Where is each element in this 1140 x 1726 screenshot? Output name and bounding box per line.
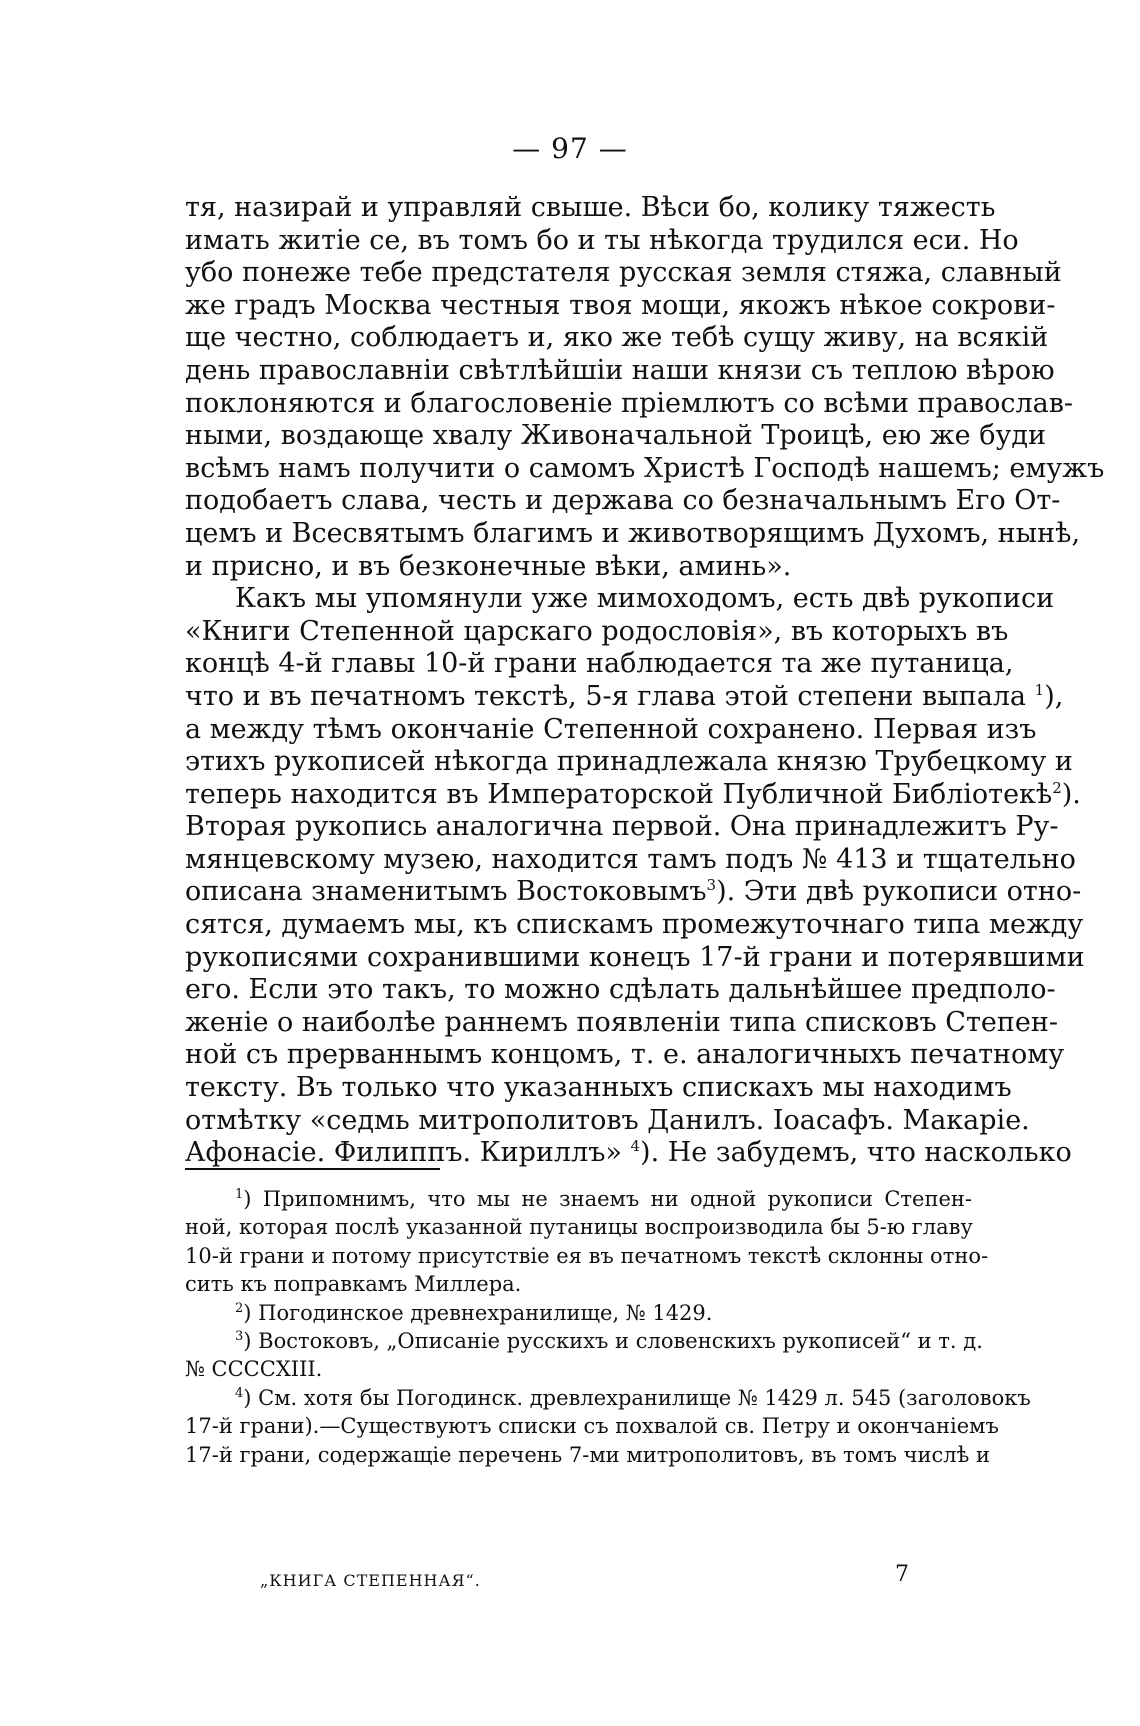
text-line: и присно, и въ безконечные вѣки, аминь». [185,550,792,582]
footnote-line [185,1185,972,1213]
footnote-ref: 2 [1052,778,1062,797]
text-line [185,778,1081,812]
footnote-ref: 3 [706,876,717,895]
text-line: имать житіе се, въ томъ бо и ты нѣкогда трудился еси. Но [185,224,1019,256]
footnote-line [185,1299,972,1327]
text-line [185,876,1082,909]
line-text: ). [640,1137,660,1169]
footnote-mark: 4 [235,1385,244,1401]
text-line: ще честно, соблюдаетъ и, яко же тебѣ сущу живу, на всякій [185,322,1049,354]
text-line: «Книги Степенной царскаго родословія», въ которыхъ въ [185,615,1009,647]
text-line: всѣмъ намъ получити о самомъ Христѣ Господѣ нашемъ; емужъ [185,452,1105,484]
text-line: сятся, думаемъ мы, къ спискамъ промежуточнаго типа между [185,909,1084,941]
footnote-line [185,1384,1031,1412]
footnote-mark: 2 [235,1300,244,1316]
footnote-text: ) Погодинское древнехранилище, № 1429. [243,1300,713,1325]
footnote-mark: 1 [235,1187,244,1202]
text-line: цемъ и Всесвятымъ благимъ и животворящимъ Духомъ, нынѣ, [185,517,1081,549]
text-line: а между тѣмъ окончаніе Степенной сохранено. Первая изъ [185,713,1037,745]
text-line [185,1137,1072,1170]
footnote-line: 17-й грани).—Существуютъ списки съ похвалой св. Петру и окончаніемъ [185,1414,999,1439]
text-line: ными, воздающе хвалу Живоначальной Троицѣ, ею же буди [185,420,1046,452]
text-line: же градъ Москва честныя твоя мощи, якожъ нѣкое сокрови- [185,289,1056,321]
text-line: Вторая рукопись аналогична первой. Она принадлежитъ Ру- [185,811,1059,843]
line-text: ). [1061,778,1081,810]
footnote-text: ) См. хотя бы Погодинск. древлехранилище № 1429 л. 545 (заголовокъ [243,1385,1031,1410]
text-line: женіе о наиболѣе раннемъ появленіи типа списковъ Степен- [185,1006,1058,1038]
line-text: что и въ печатномъ текстѣ, 5-я глава этой степени выпала [185,680,1027,712]
footnote-line: 10-й грани и потому присутствіе ея въ печатномъ текстѣ склонны отно- [185,1243,989,1268]
footnote-text: ) Припомнимъ, что мы не знаемъ ни одной рукописи Степен- [243,1187,972,1211]
line-text: ). Эти двѣ рукописи отно- [716,876,1082,908]
line-text: Афонасіе. Филиппъ. Кириллъ» [185,1137,622,1169]
text-line: концѣ 4-й главы 10-й грани наблюдается та же путаница, [185,648,1014,680]
footnote-divider [185,1168,440,1170]
text-line: мянцевскому музею, находится тамъ подъ № 413 и тщательно [185,843,1076,875]
footnote-text: ) Востоковъ, „Описаніе русскихъ и словенскихъ рукописей“ и т. д. [243,1328,983,1353]
text-line: ной съ прерваннымъ концомъ, т. е. аналогичныхъ печатному [185,1039,1065,1071]
footnote-line: ной, которая послѣ указанной путаницы воспроизводила бы 5-ю главу [185,1215,973,1240]
signature-number: 7 [895,1562,909,1587]
text-line: убо понеже тебе предстателя русская земля стяжа, славный [185,257,1062,289]
text-line: его. Если это такъ, то можно сдѣлать дальнѣйшее предполо- [185,974,1056,1006]
text-line: тя, назирай и управляй свыше. Вѣси бо, колику тяжесть [185,192,996,223]
signature-mark: „КНИГА СТЕПЕННАЯ“. [260,1571,481,1590]
footnote-line: 17-й грани, содержащіе перечень 7-ми митрополитовъ, въ томъ числѣ и [185,1442,990,1467]
line-text: описана знаменитымъ Востоковымъ [185,876,707,908]
text-line: поклоняются и благословеніе пріемлютъ со всѣми православ- [185,387,1074,419]
main-text [185,192,1105,1170]
text-line [185,680,1064,714]
text-line: Какъ мы упомянули уже мимоходомъ, есть двѣ рукописи [235,583,1055,615]
footnote-ref: 4 [630,1137,641,1156]
text-line: подобаетъ слава, честь и держава со безначальнымъ Его От- [185,485,1061,517]
footnote-line: сить къ поправкамъ Миллера. [185,1272,522,1297]
footnote-line [185,1327,983,1355]
line-text: Не забудемъ, что насколько [667,1137,1072,1169]
footnote-mark: 3 [235,1328,244,1344]
page-number: — 97 — [512,132,628,165]
footnote-line: № CCCCXIII. [185,1357,323,1382]
text-line: этихъ рукописей нѣкогда принадлежала князю Трубецкому и [185,746,1073,778]
footnote-ref: 1 [1034,680,1045,699]
text-line: день православніи свѣтлѣйшіи наши князи съ теплою вѣрою [185,354,1055,386]
text-line: отмѣтку «седмь митрополитовъ Данилъ. Іоасафъ. Макаріе. [185,1104,1030,1136]
line-text: ), [1044,680,1064,712]
text-line: рукописями сохранившими конецъ 17-й грани и потерявшими [185,941,1085,973]
footnotes [185,1185,1031,1469]
line-text: теперь находится въ Императорской Публичной Библіотекѣ [185,778,1053,810]
text-line: тексту. Въ только что указанныхъ спискахъ мы находимъ [185,1072,1012,1104]
